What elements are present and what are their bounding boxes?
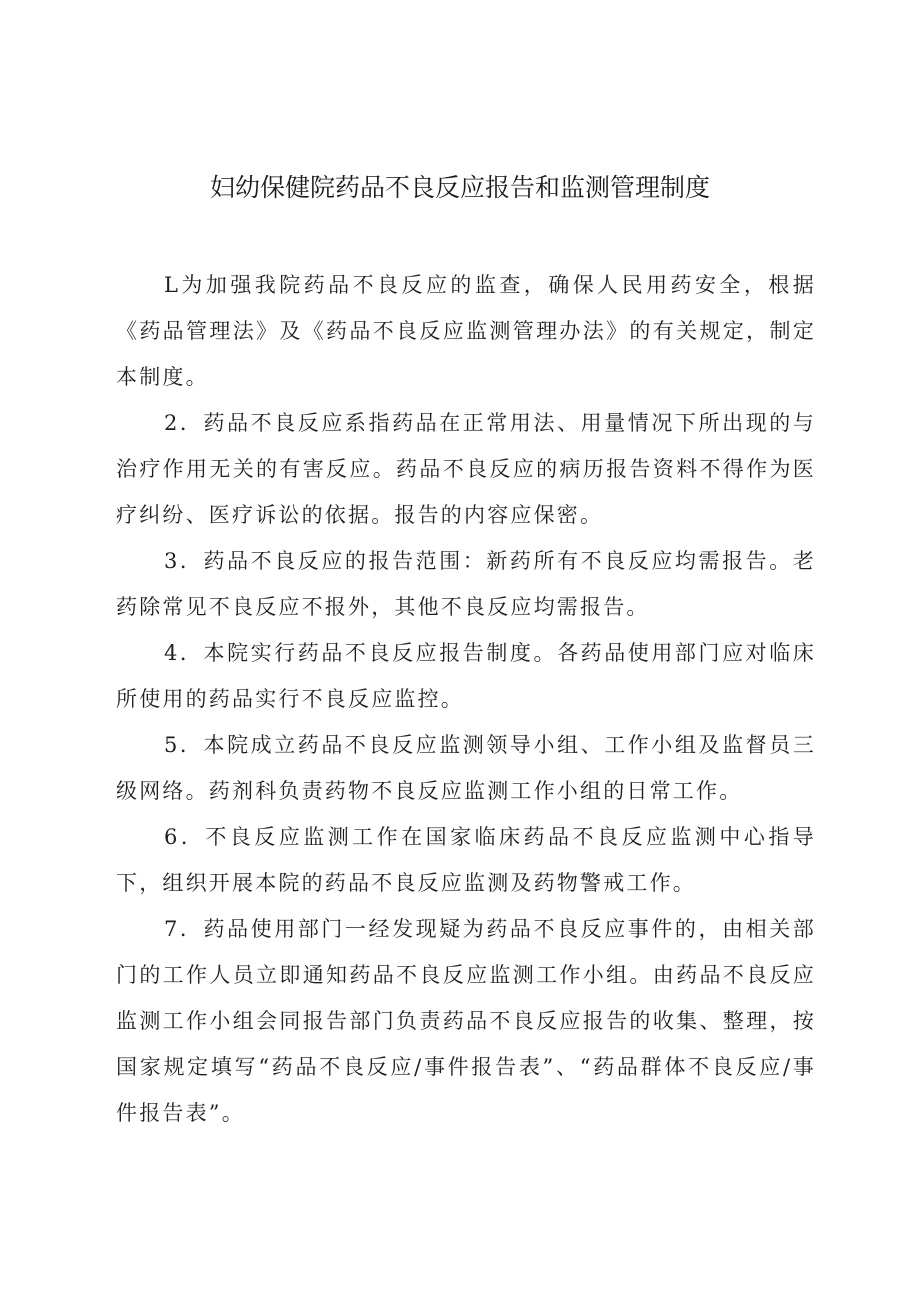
- paragraph-6: 6．不良反应监测工作在国家临床药品不良反应监测中心指导下，组织开展本院的药品不良反应监测及药物警戒工作。: [116, 825, 816, 895]
- paragraph-4: 4．本院实行药品不良反应报告制度。各药品使用部门应对临床所使用的药品实行不良反应监控。: [116, 641, 816, 711]
- document-body: [116, 262, 816, 1136]
- paragraph-5: 5．本院成立药品不良反应监测领导小组、工作小组及监督员三级网络。药剂科负责药物不良反应监测工作小组的日常工作。: [116, 733, 816, 803]
- paragraph-1: L为加强我院药品不良反应的监查，确保人民用药安全，根据《药品管理法》及《药品不良反应监测管理办法》的有关规定，制定本制度。: [116, 273, 816, 389]
- paragraph-7: 7．药品使用部门一经发现疑为药品不良反应事件的，由相关部门的工作人员立即通知药品不良反应监测工作小组。由药品不良反应监测工作小组会同报告部门负责药品不良反应报告的收集、整理，按国家规定填写“药品不良反应/事件报告表”、“药品群体不良反应/事件报告表”。: [116, 917, 816, 1125]
- document-title: 妇幼保健院药品不良反应报告和监测管理制度: [209, 173, 710, 202]
- paragraph-3: 3．药品不良反应的报告范围：新药所有不良反应均需报告。老药除常见不良反应不报外，其他不良反应均需报告。: [116, 549, 816, 619]
- paragraph-2: 2．药品不良反应系指药品在正常用法、用量情况下所出现的与治疗作用无关的有害反应。药品不良反应的病历报告资料不得作为医疗纠纷、医疗诉讼的依据。报告的内容应保密。: [116, 411, 816, 527]
